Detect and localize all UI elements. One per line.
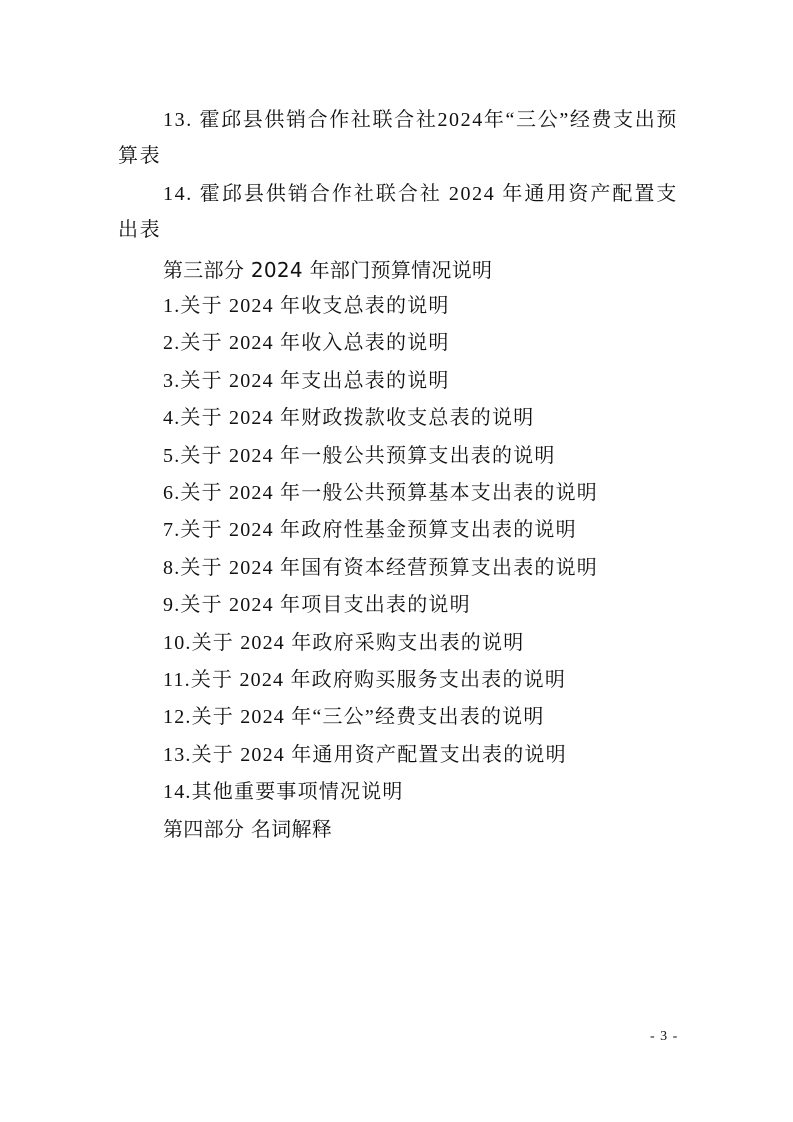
list-item: 7.关于 2024 年政府性基金预算支出表的说明 — [163, 519, 577, 542]
list-item: 11.关于 2024 年政府购买服务支出表的说明 — [163, 668, 567, 691]
part4-heading: 第四部分 名词解释 — [163, 817, 333, 841]
list-item: 4.关于 2024 年财政拨款收支总表的说明 — [163, 407, 535, 430]
part3-item-list — [163, 288, 598, 811]
list-item: 14.其他重要事项情况说明 — [163, 781, 404, 804]
list-item: 3.关于 2024 年支出总表的说明 — [163, 369, 450, 392]
page-number: - 3 - — [650, 1029, 679, 1044]
contents-entry-13: 13. 霍邱县供销合作社联合社2024年“三公”经费支出预算表 — [118, 109, 678, 167]
list-item: 10.关于 2024 年政府采购支出表的说明 — [163, 631, 525, 654]
part3-heading: 第三部分 2024 年部门预算情况说明 — [163, 258, 493, 282]
list-item: 13.关于 2024 年通用资产配置支出表的说明 — [163, 743, 567, 766]
list-item: 6.关于 2024 年一般公共预算基本支出表的说明 — [163, 481, 598, 504]
list-item: 8.关于 2024 年国有资本经营预算支出表的说明 — [163, 556, 598, 579]
contents-entry-14: 14. 霍邱县供销合作社联合社 2024 年通用资产配置支出表 — [118, 183, 678, 241]
list-item: 1.关于 2024 年收支总表的说明 — [163, 295, 450, 317]
list-item: 2.关于 2024 年收入总表的说明 — [163, 332, 450, 355]
list-item: 12.关于 2024 年“三公”经费支出表的说明 — [163, 706, 545, 729]
list-item: 9.关于 2024 年项目支出表的说明 — [163, 594, 471, 617]
list-item: 5.关于 2024 年一般公共预算支出表的说明 — [163, 444, 556, 467]
